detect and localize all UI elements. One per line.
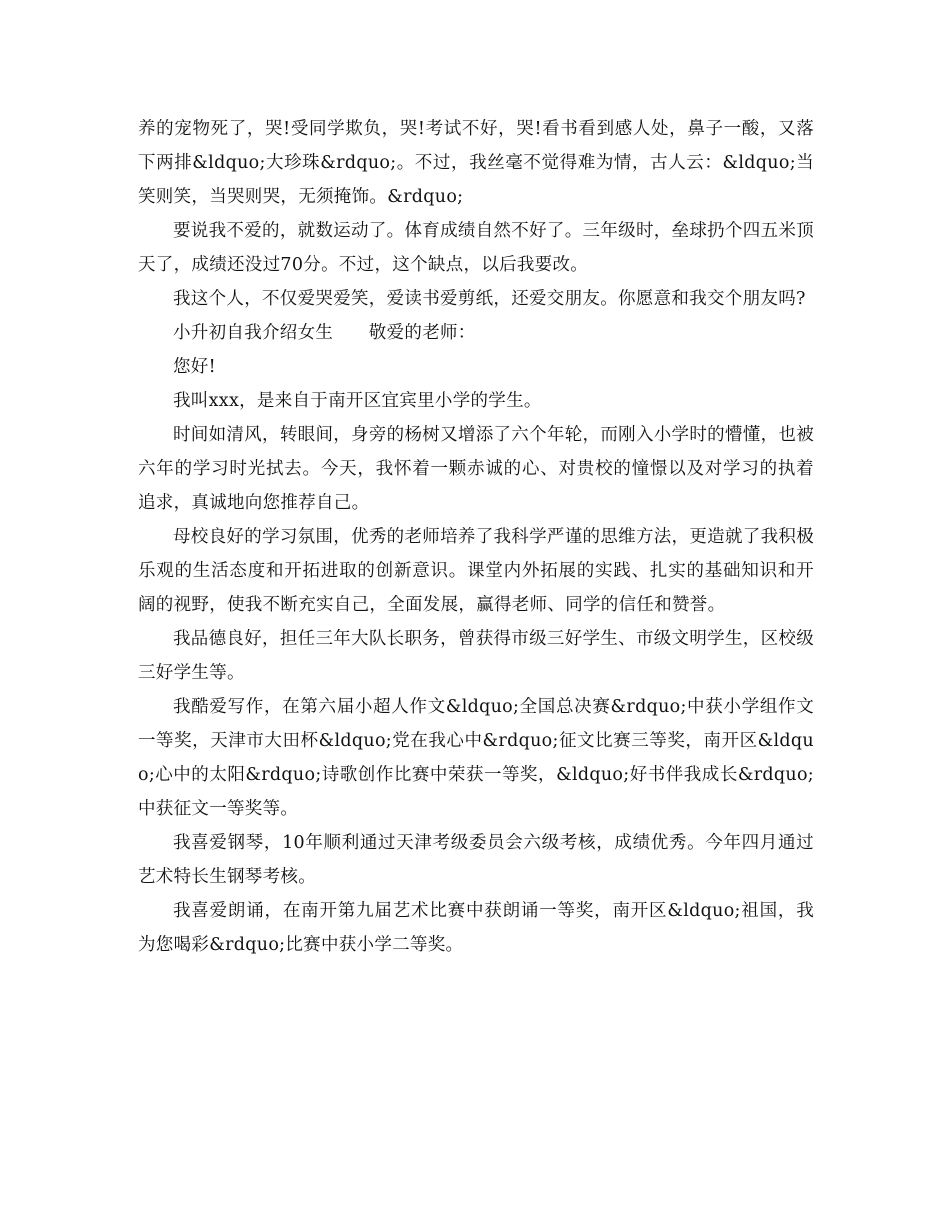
letter-heading: 小升初自我介绍女生 敬爱的老师： (173, 323, 476, 343)
paragraph-11: 我喜爱钢琴，10年顺利通过天津考级委员会六级考核，成绩优秀。今年四月通过艺术特长生钢琴考核。 (138, 833, 814, 887)
paragraph-12: 我喜爱朗诵，在南开第九届艺术比赛中获朗诵一等奖，南开区&ldquo;祖国，我为您喝彩&rdquo;比赛中获小学二等奖。 (138, 901, 814, 955)
paragraph-10: 我酷爱写作，在第六届小超人作文&ldquo;全国总决赛&rdquo;中获小学组作文一等奖，天津市大田杯&ldquo;党在我心中&rdquo;征文比赛三等奖，南开区&ldquo;心中的太阳&rdquo;诗歌创作比赛中荣获一等奖，&ldquo;好书伴我成长&rdquo;中获征文一等奖等。 (138, 697, 814, 819)
paragraph-9: 我品德良好，担任三年大队长职务，曾获得市级三好学生、市级文明学生，区校级三好学生等。 (138, 629, 814, 683)
paragraph-7: 时间如清风，转眼间，身旁的杨树又增添了六个年轮，而刚入小学时的懵懂，也被六年的学习时光拭去。今天，我怀着一颗赤诚的心、对贵校的憧憬以及对学习的执着追求，真诚地向您推荐自己。 (138, 425, 814, 513)
paragraph-1: 养的宠物死了，哭!受同学欺负，哭!考试不好，哭!看书看到感人处，鼻子一酸，又落下两排&ldquo;大珍珠&rdquo;。不过，我丝毫不觉得难为情，古人云：&ldquo;当笑则笑，当哭则哭，无须掩饰。&rdquo; (138, 119, 814, 207)
greeting: 您好! (173, 357, 216, 377)
document-body (138, 112, 814, 962)
paragraph-2: 要说我不爱的，就数运动了。体育成绩自然不好了。三年级时，垒球扔个四五米顶天了，成绩还没过70分。不过，这个缺点，以后我要改。 (138, 221, 814, 275)
paragraph-3: 我这个人，不仅爱哭爱笑，爱读书爱剪纸，还爱交朋友。你愿意和我交个朋友吗? (173, 289, 806, 309)
paragraph-introduction: 我叫xxx，是来自于南开区宜宾里小学的学生。 (173, 391, 542, 411)
paragraph-8: 母校良好的学习氛围，优秀的老师培养了我科学严谨的思维方法，更造就了我积极乐观的生活态度和开拓进取的创新意识。课堂内外拓展的实践、扎实的基础知识和开阔的视野，使我不断充实自己，全面发展，赢得老师、同学的信任和赞誉。 (138, 527, 814, 615)
